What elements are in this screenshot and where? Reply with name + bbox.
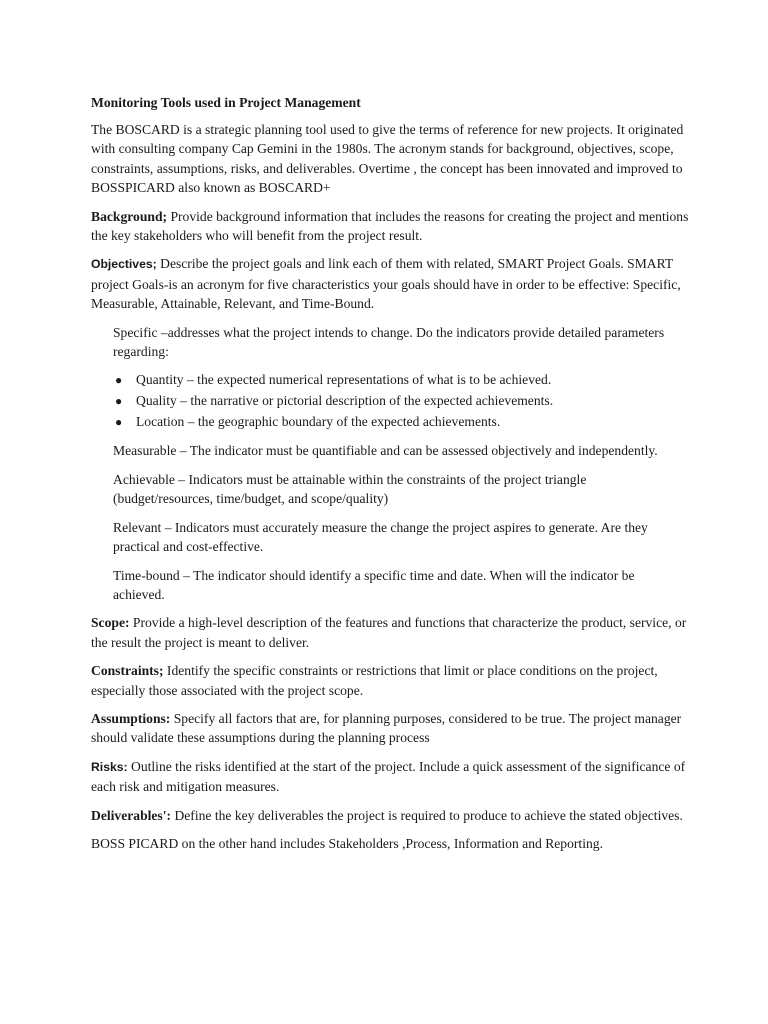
background-paragraph xyxy=(91,207,691,246)
assumptions-paragraph xyxy=(91,709,691,748)
specific-paragraph: Specific –addresses what the project intends to change. Do the indicators provide detailed parameters regarding: xyxy=(113,324,665,360)
document-title: Monitoring Tools used in Project Management xyxy=(91,95,361,110)
list-item xyxy=(115,370,691,390)
risks-label: Risks: xyxy=(91,759,128,774)
background-label: Background; xyxy=(91,208,168,224)
objectives-text: Describe the project goals and link each of them with related, SMART Project Goals. SMART project Goals-is an acronym for five characteristics your goals should have in order to be effective: Specific, Measurable, Attainable, Relevant, and Time-Bound. xyxy=(91,256,681,312)
scope-text: Provide a high-level description of the features and functions that characterize the product, service, or the result the project is meant to deliver. xyxy=(91,615,687,650)
objectives-label: Objectives; xyxy=(91,257,157,272)
assumptions-text: Specify all factors that are, for planning purposes, considered to be true. The project manager should validate these assumptions during the planning process xyxy=(91,710,682,746)
scope-label: Scope: xyxy=(91,615,130,631)
timebound-paragraph: Time-bound – The indicator should identify a specific time and date. When will the indicator be achieved. xyxy=(113,567,635,602)
bullet-icon: ● xyxy=(115,415,123,430)
bullet-text-location: Location – the geographic boundary of the expected achievements. xyxy=(136,414,501,430)
specific-bullet-list xyxy=(91,370,691,432)
deliverables-text: Define the key deliverables the project is required to produce to achieve the stated objectives. xyxy=(174,807,683,823)
constraints-paragraph xyxy=(91,661,691,700)
closing-paragraph: BOSS PICARD on the other hand includes Stakeholders ,Process, Information and Reporting. xyxy=(91,835,603,851)
bullet-text-quantity: Quantity – the expected numerical representations of what is to be achieved. xyxy=(136,372,552,388)
scope-paragraph xyxy=(91,613,691,652)
constraints-text: Identify the specific constraints or restrictions that limit or place conditions on the project, especially those associated with the project scope. xyxy=(91,663,658,698)
list-item xyxy=(115,391,691,411)
assumptions-label: Assumptions: xyxy=(91,710,171,726)
bullet-icon: ● xyxy=(115,373,123,388)
bullet-icon: ● xyxy=(115,394,123,409)
intro-paragraph: The BOSCARD is a strategic planning tool used to give the terms of reference for new projects. It originated with consulting company Cap Gemini in the 1980s. The acronym stands for background, objectives, scope, constraints, assumptions, risks, and deliverables. Overtime , the concept has been innovated and improved to BOSSPICARD also known as BOSCARD+ xyxy=(91,122,684,196)
background-text: Provide background information that includes the reasons for creating the project and mentions the key stakeholders who will benefit from the project result. xyxy=(91,208,689,244)
bullet-text-quality: Quality – the narrative or pictorial description of the expected achievements. xyxy=(136,393,554,409)
deliverables-paragraph xyxy=(91,806,691,825)
measurable-paragraph: Measurable – The indicator must be quantifiable and can be assessed objectively and independently. xyxy=(113,443,658,459)
list-item xyxy=(115,412,691,432)
risks-paragraph xyxy=(91,757,691,797)
risks-text: Outline the risks identified at the start of the project. Include a quick assessment of the significance of each risk and mitigation measures. xyxy=(91,758,686,795)
achievable-paragraph: Achievable – Indicators must be attainable within the constraints of the project triangle (budget/resources, time/budget, and scope/quality) xyxy=(113,471,587,507)
constraints-label: Constraints; xyxy=(91,663,164,679)
objectives-paragraph xyxy=(91,254,691,313)
deliverables-label: Deliverables': xyxy=(91,807,172,823)
document-page xyxy=(91,93,691,862)
relevant-paragraph: Relevant – Indicators must accurately measure the change the project aspires to generate. Are they practical and cost-effective. xyxy=(113,519,648,555)
